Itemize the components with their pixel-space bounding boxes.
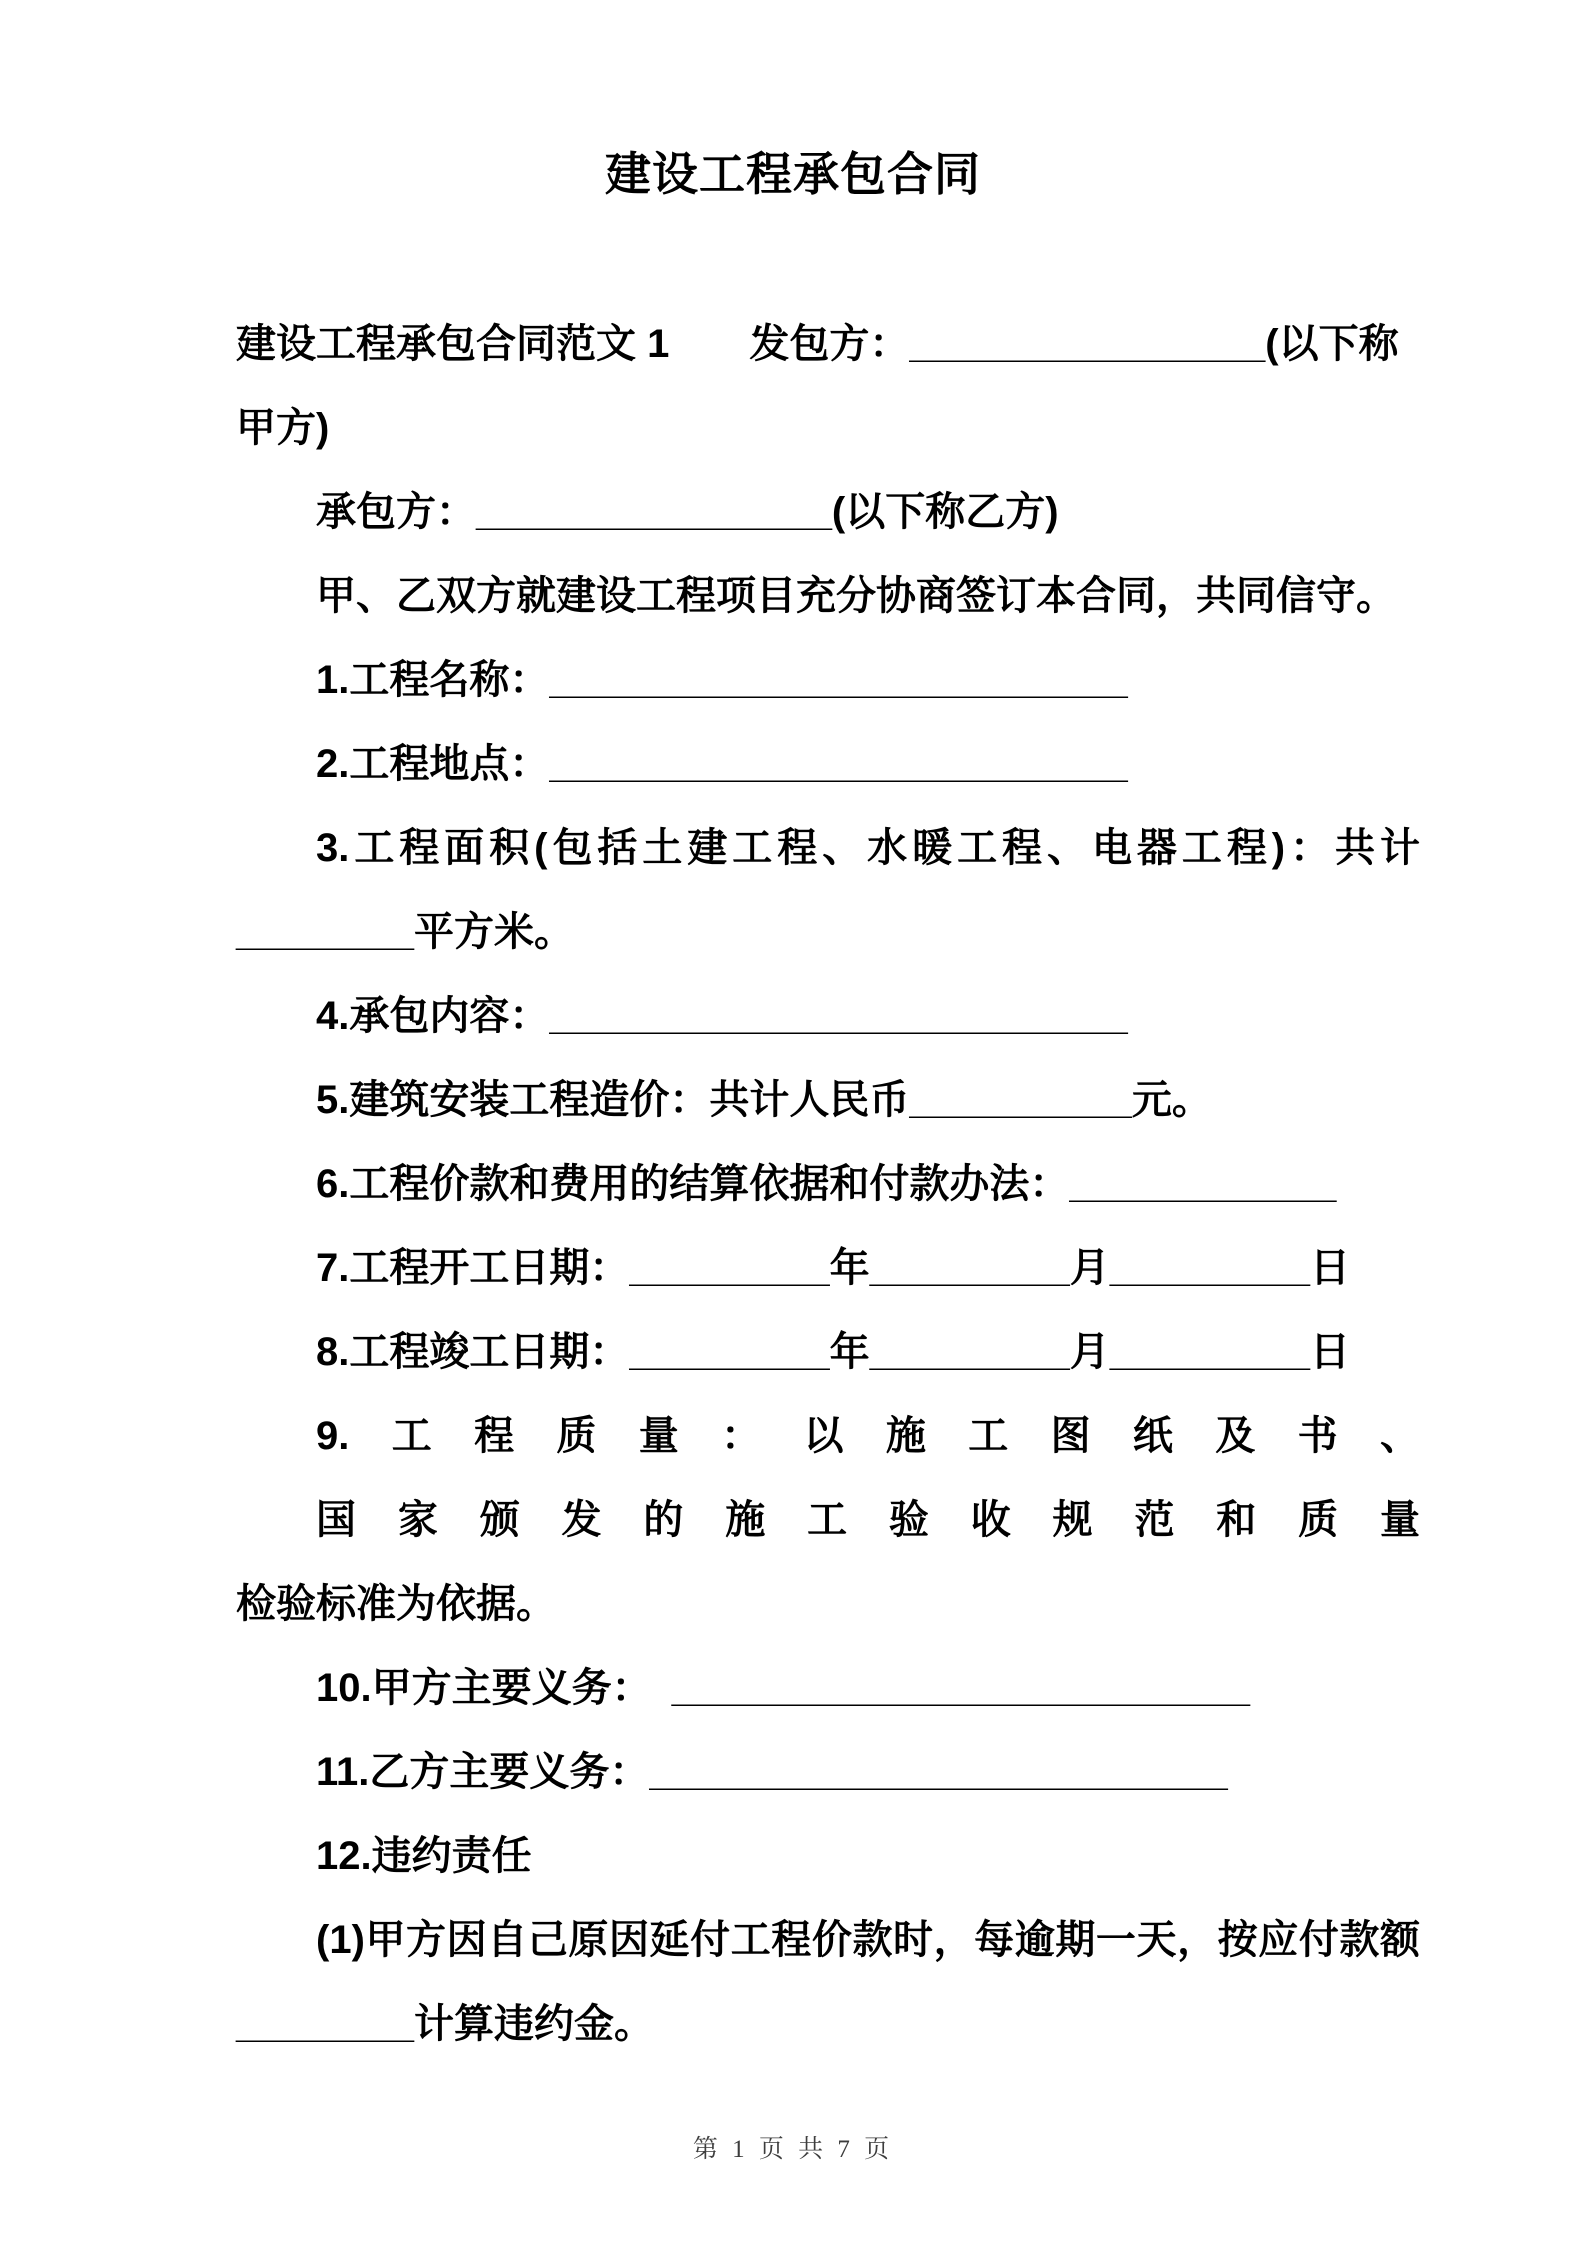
page-number-footer: 第 1 页 共 7 页: [692, 2136, 894, 2163]
clause-3-line-2: ________平方米。: [236, 910, 574, 954]
clause-1-line: 1.工程名称：__________________________: [316, 658, 1128, 702]
clause-8-line: 8.工程竣工日期：_________年_________月_________日: [316, 1330, 1351, 1374]
clause-4-line: 4.承包内容：__________________________: [316, 994, 1128, 1038]
document-title: 建设工程承包合同: [605, 148, 981, 200]
intro-line-1: 建设工程承包合同范文 1 发包方：________________(以下称: [236, 322, 1399, 366]
clause-9-line-2: 检验标准为依据。: [236, 1582, 556, 1626]
clause-12-sub1-line-1: (1)甲方因自己原因延付工程价款时，每逾期一天，按应付款额: [316, 1918, 1420, 1962]
preamble-line: 甲、乙双方就建设工程项目充分协商签订本合同，共同信守。: [316, 574, 1396, 618]
clause-7-line: 7.工程开工日期：_________年_________月_________日: [316, 1246, 1351, 1290]
clause-9-line-1: 9.工程质量：以施工图纸及书、国家颁发的施工验收规范和质量: [316, 1414, 1420, 1542]
clause-5-line: 5.建筑安装工程造价：共计人民币__________元。: [316, 1078, 1212, 1122]
clause-6-line: 6.工程价款和费用的结算依据和付款办法：____________: [316, 1162, 1337, 1206]
clause-12-sub1-line-2: ________计算违约金。: [236, 2002, 654, 2046]
clause-11-line: 11.乙方主要义务：__________________________: [316, 1750, 1228, 1794]
clause-10-line: 10.甲方主要义务： __________________________: [316, 1666, 1251, 1710]
contractor-party-line: 承包方：________________(以下称乙方): [316, 490, 1059, 534]
clause-3-line-1: 3.工程面积(包括土建工程、水暖工程、电器工程)：共计: [316, 826, 1420, 870]
intro-line-2: 甲方): [236, 406, 330, 450]
document-body: [236, 302, 1420, 2066]
clause-2-line: 2.工程地点：__________________________: [316, 742, 1128, 786]
clause-12-line: 12.违约责任: [316, 1834, 532, 1878]
